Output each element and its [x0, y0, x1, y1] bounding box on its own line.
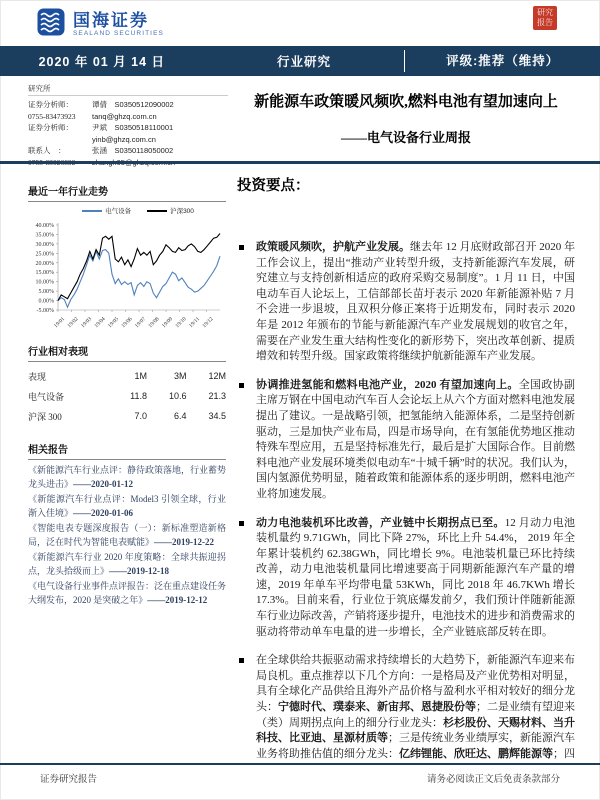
relative-performance-table: [28, 366, 226, 426]
table-row: 沪深 300 7.0 6.4 34.5: [28, 411, 226, 422]
investment-highlights-body: [237, 240, 575, 761]
header-divider: [0, 161, 600, 164]
svg-text:19/10: 19/10: [174, 316, 188, 330]
footer-right: 请务必阅读正文后免责条款部分: [426, 775, 560, 785]
footer-left: 证券研究报告: [40, 775, 98, 785]
report-list-item: 《智能电表专题深度报告（一）：新标准塑造新格局，泛在时代为智能电表赋能》——2019-12-22: [28, 523, 226, 547]
trend-section: [28, 183, 226, 344]
svg-text:0.00%: 0.00%: [38, 298, 54, 305]
chart-legend: [50, 206, 226, 215]
svg-text:25.00%: 25.00%: [35, 251, 54, 258]
svg-text:19/04: 19/04: [93, 316, 107, 330]
report-header-bar: [0, 46, 600, 76]
relative-performance-section: [28, 343, 226, 426]
analyst-row: 证券分析师： 谭倩 S0350512090002: [28, 100, 174, 109]
report-date: 2020 年 01 月 14 日: [38, 55, 166, 69]
svg-text:19/06: 19/06: [120, 316, 134, 330]
legend-line-swatch: [82, 210, 102, 212]
title-block: [237, 92, 575, 146]
svg-text:15.00%: 15.00%: [35, 270, 54, 277]
svg-text:19/09: 19/09: [161, 316, 175, 330]
bullet-square-icon: [239, 521, 244, 526]
legend-line-swatch: [147, 210, 167, 212]
svg-text:20.00%: 20.00%: [35, 260, 54, 267]
report-rating: 评级:推荐（维持）: [404, 50, 600, 72]
trend-chart: [28, 215, 225, 339]
logo-name-en: SEALAND SECURITIES: [73, 30, 164, 37]
highlight-bullet: 在全球供给共振驱动需求持续增长的大趋势下，新能源汽车迎来布局良机。重点推荐以下几个方向：一是格局及产业优势相对明显，具有全球化产品供给且海外产品价格与盈利水平相对较好的细分龙头：宁德时代、璞泰来、新宙邦、恩捷股份等；二是业绩有望迎来（类）周期拐点向上的细分行业龙头：杉杉股份、天赐材料、当升科技、比亚迪、星源材质等；三是传统业务业绩厚实，新能源汽车业务将助推估值的细分龙头：亿纬锂能、欣旺达、鹏辉能源等；四: [237, 653, 575, 761]
svg-text:19/02: 19/02: [66, 316, 80, 330]
analyst-rows: [28, 99, 228, 168]
trend-section-title: 最近一年行业走势: [28, 183, 226, 202]
svg-text:19/01: 19/01: [53, 316, 67, 330]
footer: [0, 771, 600, 785]
related-reports-list: [28, 464, 226, 607]
footer-divider: [0, 763, 600, 765]
svg-text:19/08: 19/08: [147, 316, 161, 330]
research-office-label: 研究所: [28, 83, 228, 96]
company-logo: [36, 7, 164, 42]
svg-text:19/12: 19/12: [201, 316, 215, 330]
investment-highlights-heading: 投资要点：: [237, 178, 310, 194]
legend-item: 电气设备: [82, 206, 131, 215]
analyst-row: 证券分析师： 尹斌 S0350518110001: [28, 123, 174, 132]
report-title: 新能源车政策暖风频吹,燃料电池有望加速向上: [254, 94, 558, 110]
svg-text:30.00%: 30.00%: [35, 241, 54, 248]
svg-text:10.00%: 10.00%: [35, 279, 54, 286]
relative-performance-title: 行业相对表现: [28, 343, 226, 362]
bullet-square-icon: [239, 245, 244, 250]
red-seal-stamp: 研究 报告: [533, 6, 557, 30]
related-reports-title: 相关报告: [28, 441, 226, 460]
analyst-row: 联系人 ： 张涵 S0350118050002: [28, 146, 174, 155]
report-category: 行业研究: [276, 55, 331, 69]
svg-text:19/07: 19/07: [134, 316, 148, 330]
analyst-panel: [28, 83, 228, 168]
svg-text:19/05: 19/05: [107, 316, 121, 330]
svg-text:5.00%: 5.00%: [38, 289, 54, 296]
report-list-item: 《新能源汽车行业点评：Model3 引领全球，行业渐入佳境》——2020-01-06: [28, 494, 226, 518]
related-reports-section: [28, 441, 226, 609]
report-subtitle: ——电气设备行业周报: [340, 130, 471, 145]
report-list-item: 《新能源汽车行业点评：静待政策落地，行业蓄势龙头进击》——2020-01-12: [28, 465, 227, 489]
svg-text:19/03: 19/03: [80, 316, 94, 330]
analyst-row: 0755-83473923 tanq@ghzq.com.cn: [28, 111, 157, 121]
highlight-bullet: 动力电池装机环比改善，产业链中长期拐点已至。12 月动力电池装机量约 9.71GWh，同比下降 27%，环比上升 54.4%， 2019 年全年累计装机约 62.38GWh，同比增长 9%。电池装机量已环比持续改善，动力电池装机量同比增速要高于同期新能源汽车产量的增速，2019 年单车平均带电量 53KWh，同比 2018 年 46.7KWh 增长 17.3%。目前来看，行业位于筑底爆发前夕，我们预计伴随新能源车行业边际改善，产销将逐步提升，电池技术的进步和消费需求的驱动将带动单车电量的进一步增长，全产业链底部反转在即。: [237, 516, 575, 641]
bullet-square-icon: [239, 383, 244, 388]
table-header-row: 表现 1M 3M 12M: [28, 371, 226, 382]
logo-name-cn: 国海证券: [73, 11, 149, 30]
highlight-bullet: 政策暖风频吹，护航产业发展。继去年 12 月底财政部召开 2020 年工作会议上，提出“推动产业转型升级，支持新能源汽车发展，研究建立与支持创新相适应的政府采购交易制度”。1 月 11 日，中国电动车百人论坛上，工信部部长苗圩表示 2020 年新能源补贴 7 月不会进一步退坡，且双积分修正案将于近期发布，同时表示 2020 年是 2012 年颁布的节能与新能源汽车产业发展规划的收官之年，需要在产业发生重大结构性变化的新形势下，突出改革创新、提质增效和转型升级。国家政策将继续护航新能源车产业发展。: [237, 240, 575, 365]
svg-text:19/11: 19/11: [188, 316, 202, 330]
svg-text:40.00%: 40.00%: [35, 223, 54, 229]
report-list-item: 《电气设备行业事件点评报告：泛在重点建设任务大纲发布，2020 是突破之年》——2019-12-12: [28, 581, 227, 605]
report-list-item: 《新能源汽车行业 2020 年度策略：全球共振迎拐点，龙头拾级而上》——2019-12-18: [28, 552, 226, 576]
table-row: 电气设备 11.8 10.6 21.3: [28, 391, 226, 402]
highlight-bullet: 协调推进氢能和燃料电池产业，2020 有望加速向上。全国政协副主席万钢在中国电动汽车百人会论坛上从六个方面对燃料电池发展提出了建议。一是战略引领，把氢能纳入能源体系，二是坚持创新驱动，三是加快产业布局，四是市场导向，在有氢能优势地区推动特殊车型应用，五是坚持标准先行，最后是扩大国际合作。目前燃料电池产业发展环境类似电动车“十城千辆”时的状况。我们认为，国内氢源优势明显，随着政策和能源体系的逐步明朗，燃料电池产业将加速发展。: [237, 378, 575, 503]
sealand-logo-icon: [36, 7, 66, 42]
analyst-row: yinb@ghzq.com.cn: [92, 134, 156, 144]
legend-item: 沪深300: [147, 206, 194, 215]
svg-text:35.00%: 35.00%: [35, 232, 54, 239]
svg-text:-5.00%: -5.00%: [36, 308, 54, 314]
bullet-square-icon: [239, 658, 244, 663]
